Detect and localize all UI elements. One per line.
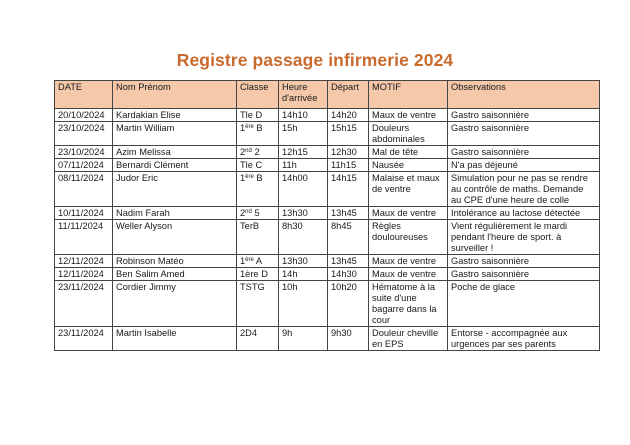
cell-nom: Bernardi Clément xyxy=(113,159,237,172)
cell-date: 23/11/2024 xyxy=(55,281,113,327)
col-header-nom: Nom Prénom xyxy=(113,81,237,109)
cell-observations: Poche de glace xyxy=(448,281,600,327)
cell-heure-arrivee: 8h30 xyxy=(279,220,328,255)
cell-classe xyxy=(237,327,279,351)
classe-superscript: ère xyxy=(245,174,254,180)
cell-motif: Maux de ventre xyxy=(369,109,448,122)
cell-classe xyxy=(237,220,279,255)
cell-depart: 12h30 xyxy=(328,146,369,159)
classe-suffix: 2 xyxy=(251,147,260,157)
col-header-observations: Observations xyxy=(448,81,600,109)
table-row xyxy=(55,327,600,351)
cell-date: 07/11/2024 xyxy=(55,159,113,172)
cell-heure-arrivee: 15h xyxy=(279,122,328,146)
cell-depart: 13h45 xyxy=(328,255,369,268)
cell-motif: Maux de ventre xyxy=(369,207,448,220)
cell-date: 23/10/2024 xyxy=(55,146,113,159)
cell-date: 23/10/2024 xyxy=(55,122,113,146)
cell-heure-arrivee: 12h15 xyxy=(279,146,328,159)
cell-nom: Martin William xyxy=(113,122,237,146)
cell-observations: Entorse - accompagnée aux urgences par ses parents xyxy=(448,327,600,351)
cell-classe xyxy=(237,122,279,146)
cell-observations: Vient régulièrement le mardi pendant l'heure de sport. à surveiller ! xyxy=(448,220,600,255)
classe-base: 2D4 xyxy=(240,328,258,338)
classe-suffix: B xyxy=(253,123,263,133)
classe-base: 1ère D xyxy=(240,269,268,279)
classe-base: 2 xyxy=(240,208,246,218)
cell-heure-arrivee: 14h10 xyxy=(279,109,328,122)
cell-classe xyxy=(237,207,279,220)
cell-depart: 14h20 xyxy=(328,109,369,122)
col-header-depart: Départ xyxy=(328,81,369,109)
table-row xyxy=(55,172,600,207)
classe-suffix: A xyxy=(253,256,263,266)
table-row xyxy=(55,255,600,268)
table-row xyxy=(55,109,600,122)
classe-base: 1 xyxy=(240,173,246,183)
table-row xyxy=(55,268,600,281)
table-row xyxy=(55,122,600,146)
classe-superscript: nd xyxy=(245,148,252,154)
cell-depart: 11h15 xyxy=(328,159,369,172)
cell-observations: Gastro saisonnière xyxy=(448,268,600,281)
classe-base: 1 xyxy=(240,256,246,266)
cell-nom: Cordier Jimmy xyxy=(113,281,237,327)
cell-motif: Maux de ventre xyxy=(369,268,448,281)
classe-suffix: 5 xyxy=(251,208,260,218)
classe-base: Tle C xyxy=(240,160,263,170)
cell-nom: Martin Isabelle xyxy=(113,327,237,351)
classe-superscript: ère xyxy=(245,257,254,263)
cell-heure-arrivee: 9h xyxy=(279,327,328,351)
cell-nom: Robinson Matéo xyxy=(113,255,237,268)
cell-depart: 13h45 xyxy=(328,207,369,220)
cell-date: 10/11/2024 xyxy=(55,207,113,220)
cell-classe xyxy=(237,172,279,207)
table-row xyxy=(55,146,600,159)
page-title: Registre passage infirmerie 2024 xyxy=(176,50,454,70)
classe-superscript: nd xyxy=(245,209,252,215)
classe-base: TerB xyxy=(240,221,260,231)
col-header-motif: MOTIF xyxy=(369,81,448,109)
cell-heure-arrivee: 11h xyxy=(279,159,328,172)
cell-observations: Gastro saisonnière xyxy=(448,109,600,122)
table-row xyxy=(55,220,600,255)
cell-motif: Nausée xyxy=(369,159,448,172)
cell-classe xyxy=(237,146,279,159)
cell-depart: 14h15 xyxy=(328,172,369,207)
cell-motif: Hématome à la suite d'une bagarre dans la cour xyxy=(369,281,448,327)
cell-motif: Douleur cheville en EPS xyxy=(369,327,448,351)
cell-depart: 15h15 xyxy=(328,122,369,146)
classe-base: 1 xyxy=(240,123,246,133)
cell-depart: 14h30 xyxy=(328,268,369,281)
cell-nom: Nadim Farah xyxy=(113,207,237,220)
table-row xyxy=(55,159,600,172)
cell-nom: Judor Eric xyxy=(113,172,237,207)
register-table xyxy=(54,80,600,351)
cell-classe xyxy=(237,159,279,172)
cell-motif: Mal de tête xyxy=(369,146,448,159)
cell-date: 11/11/2024 xyxy=(55,220,113,255)
cell-nom: Weller Alyson xyxy=(113,220,237,255)
cell-observations: Intolérance au lactose détectée xyxy=(448,207,600,220)
cell-classe xyxy=(237,255,279,268)
cell-heure-arrivee: 14h00 xyxy=(279,172,328,207)
cell-depart: 10h20 xyxy=(328,281,369,327)
classe-base: TSTG xyxy=(240,282,265,292)
classe-suffix: B xyxy=(253,173,263,183)
cell-date: 12/11/2024 xyxy=(55,268,113,281)
classe-base: Tle D xyxy=(240,110,263,120)
cell-observations: N'a pas déjeuné xyxy=(448,159,600,172)
cell-observations: Gastro saisonnière xyxy=(448,122,600,146)
cell-nom: Azim Melissa xyxy=(113,146,237,159)
cell-depart: 8h45 xyxy=(328,220,369,255)
cell-classe xyxy=(237,109,279,122)
cell-classe xyxy=(237,281,279,327)
cell-motif: Douleurs abdominales xyxy=(369,122,448,146)
classe-superscript: ère xyxy=(245,124,254,130)
cell-date: 12/11/2024 xyxy=(55,255,113,268)
cell-motif: Malaise et maux de ventre xyxy=(369,172,448,207)
cell-nom: Kardakian Elise xyxy=(113,109,237,122)
classe-base: 2 xyxy=(240,147,246,157)
cell-heure-arrivee: 13h30 xyxy=(279,255,328,268)
table-row xyxy=(55,207,600,220)
cell-date: 20/10/2024 xyxy=(55,109,113,122)
cell-observations: Simulation pour ne pas se rendre au contrôle de maths. Demande au CPE d'une heure de colle xyxy=(448,172,600,207)
col-header-heure-arrivee: Heure d'arrivée xyxy=(279,81,328,109)
cell-depart: 9h30 xyxy=(328,327,369,351)
col-header-classe: Classe xyxy=(237,81,279,109)
cell-date: 23/11/2024 xyxy=(55,327,113,351)
cell-date: 08/11/2024 xyxy=(55,172,113,207)
cell-heure-arrivee: 14h xyxy=(279,268,328,281)
cell-heure-arrivee: 10h xyxy=(279,281,328,327)
cell-observations: Gastro saisonnière xyxy=(448,255,600,268)
cell-classe xyxy=(237,268,279,281)
table-row xyxy=(55,281,600,327)
cell-nom: Ben Salim Amed xyxy=(113,268,237,281)
col-header-date: DATE xyxy=(55,81,113,109)
cell-heure-arrivee: 13h30 xyxy=(279,207,328,220)
header-row xyxy=(55,81,600,109)
cell-observations: Gastro saisonnière xyxy=(448,146,600,159)
cell-motif: Règles douloureuses xyxy=(369,220,448,255)
cell-motif: Maux de ventre xyxy=(369,255,448,268)
